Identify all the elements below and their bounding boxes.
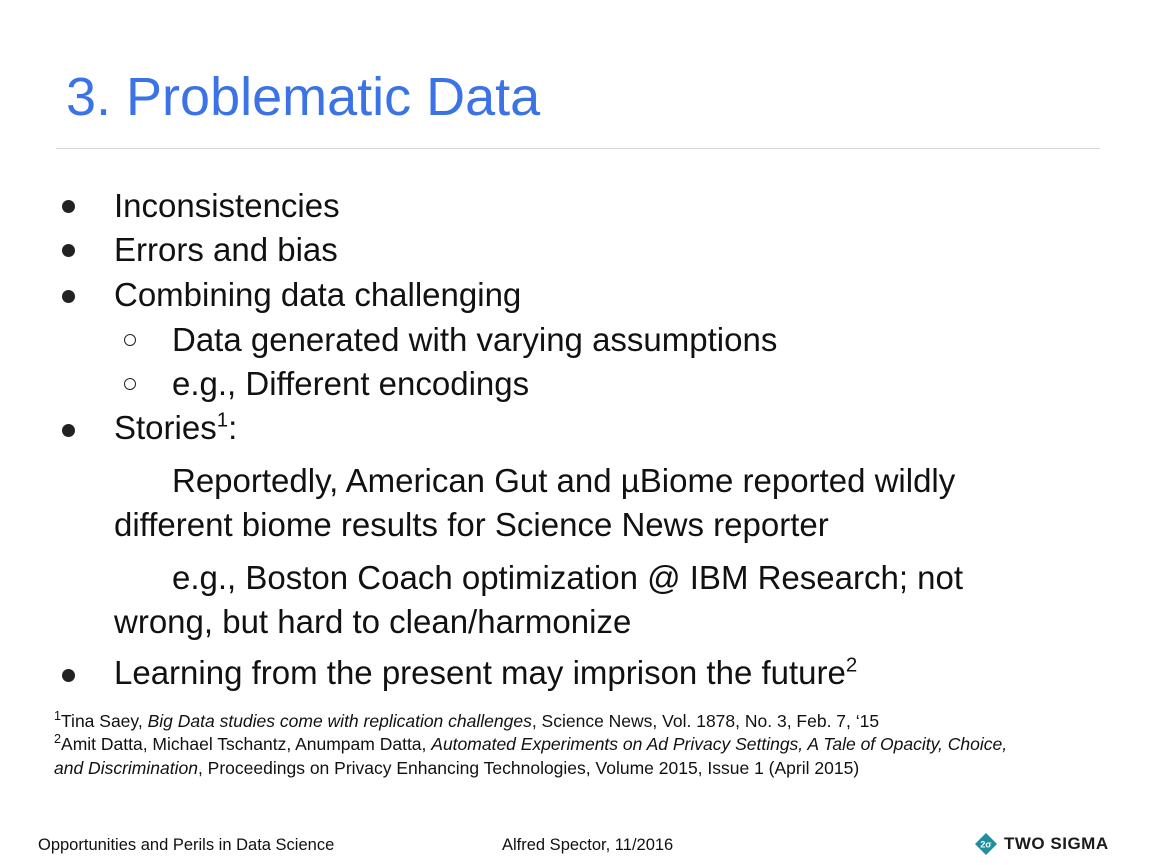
footer-presentation-title: Opportunities and Perils in Data Science bbox=[38, 836, 335, 854]
footer-author-date: Alfred Spector, 11/2016 bbox=[502, 836, 674, 854]
bullet-dot bbox=[62, 669, 75, 682]
bullet-combining-data: Combining data challenging bbox=[114, 276, 522, 313]
bullet-dot bbox=[62, 290, 75, 303]
two-sigma-logo bbox=[974, 832, 1109, 856]
sub-bullet-varying-assumptions: Data generated with varying assumptions bbox=[172, 321, 778, 358]
bullet-inconsistencies: Inconsistencies bbox=[114, 187, 340, 224]
bullet-dot bbox=[62, 244, 75, 257]
footnote-1-title: Big Data studies come with replication challenges bbox=[147, 711, 532, 731]
footnote-2-title: Automated Experiments on Ad Privacy Settings, A Tale of Opacity, Choice, bbox=[431, 734, 1008, 754]
stories-label: Stories bbox=[114, 409, 217, 446]
bullet-stories bbox=[114, 408, 237, 448]
footnote-2-title-cont: and Discrimination bbox=[54, 758, 198, 778]
bullet-dot bbox=[62, 424, 75, 437]
footnote-1-author: Tina Saey, bbox=[61, 711, 148, 731]
bullet-learning-present bbox=[114, 653, 857, 693]
story-american-gut-line2: different biome results for Science News reporter bbox=[114, 506, 829, 543]
footnote-2-line2 bbox=[54, 758, 859, 779]
footnote-2-line1 bbox=[54, 734, 1007, 755]
footnote-2-source: , Proceedings on Privacy Enhancing Technologies, Volume 2015, Issue 1 (April 2015) bbox=[197, 758, 860, 778]
sub-bullet-different-encodings: e.g., Different encodings bbox=[172, 365, 530, 402]
footnote-2-number: 2 bbox=[54, 732, 62, 747]
footnote-1 bbox=[54, 711, 879, 732]
stories-colon: : bbox=[228, 409, 238, 446]
title-divider bbox=[56, 148, 1100, 149]
two-sigma-logo-text: TWO SIGMA bbox=[1004, 834, 1109, 853]
sub-bullet-circle bbox=[124, 334, 136, 346]
footnote-1-number: 1 bbox=[54, 709, 62, 724]
footnote-ref-2: 2 bbox=[845, 653, 858, 677]
footnote-1-source: , Science News, Vol. 1878, No. 3, Feb. 7, ‘15 bbox=[531, 711, 880, 731]
learning-label: Learning from the present may imprison the future bbox=[114, 654, 846, 691]
slide-title: 3. Problematic Data bbox=[66, 67, 541, 127]
sub-bullet-circle bbox=[124, 378, 136, 390]
bullet-dot bbox=[62, 200, 75, 213]
story-boston-coach-line2: wrong, but hard to clean/harmonize bbox=[114, 603, 632, 640]
footnote-2-authors: Amit Datta, Michael Tschantz, Anumpam Datta, bbox=[61, 734, 432, 754]
story-boston-coach-line1: e.g., Boston Coach optimization @ IBM Research; not bbox=[172, 559, 964, 596]
story-american-gut-line1: Reportedly, American Gut and µBiome reported wildly bbox=[172, 462, 956, 499]
bullet-errors-bias: Errors and bias bbox=[114, 231, 338, 268]
two-sigma-logo-icon bbox=[974, 832, 998, 856]
footnote-ref-1: 1 bbox=[216, 408, 229, 432]
two-sigma-logo-mark: 2σ bbox=[980, 839, 992, 850]
